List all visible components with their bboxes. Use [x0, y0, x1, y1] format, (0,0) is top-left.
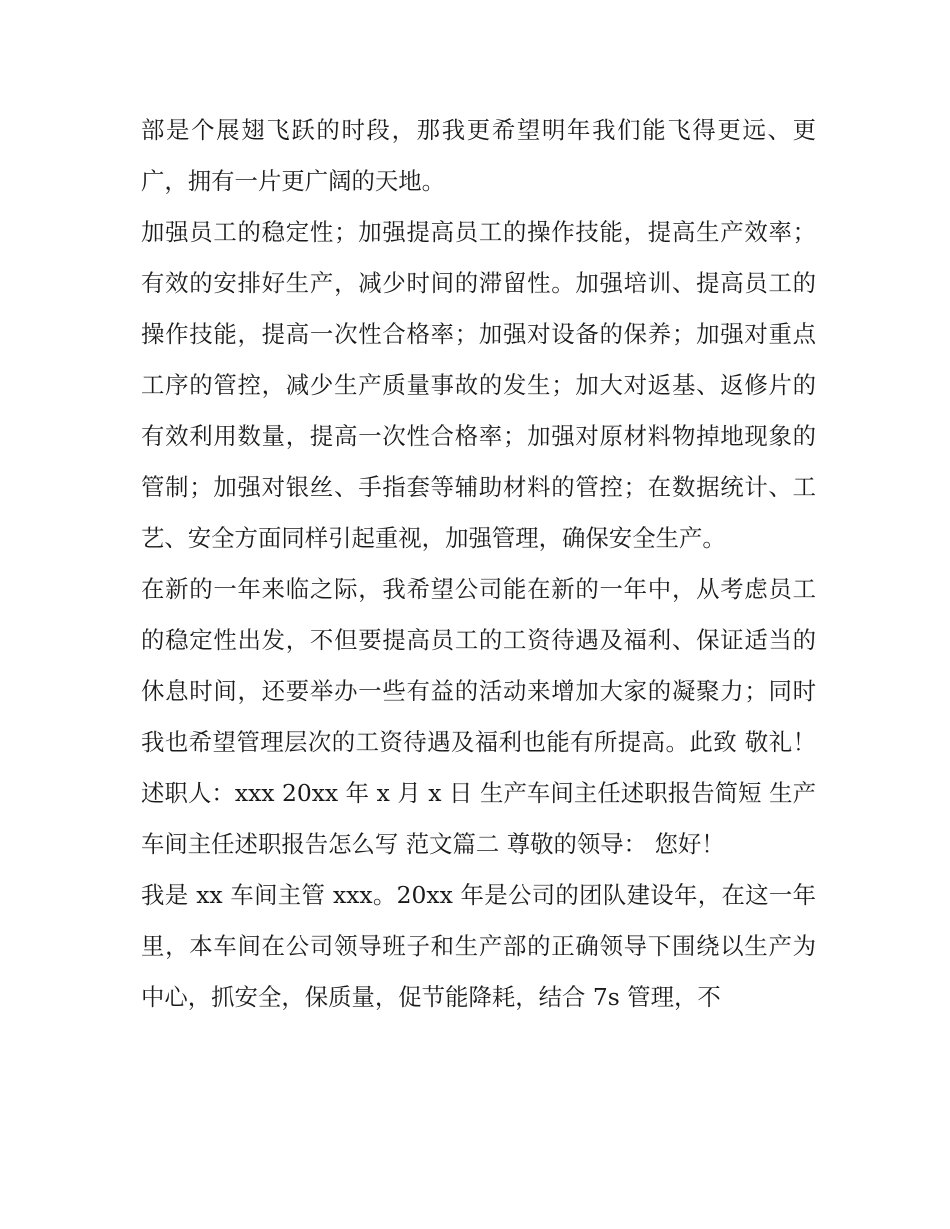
paragraph-1: 部是个展翅飞跃的时段，那我更希望明年我们能飞得更远、更广，拥有一片更广阔的天地。 — [141, 116, 816, 195]
paragraph-4: 我是 xx 车间主管 xxx。20xx 年是公司的团队建设年，在这一年里，本车间在公司领导班子和生产部的正确领导下围绕以生产为中心，抓安全，保质量，促节能降耗，结合 7s 管理，不 — [141, 881, 816, 1011]
paragraph-3: 在新的一年来临之际，我希望公司能在新的一年中，从考虑员工的稳定性出发，不但要提高员工的工资待遇及福利、保证适当的休息时间，还要举办一些有益的活动来增加大家的凝聚力；同时我也希望管理层次的工资待遇及福利也能有所提高。此致 敬礼！ 述职人：xxx 20xx 年 x 月 x 日 生产车间主任述职报告简短 生产车间主任述职报告怎么写 范文篇二 尊敬的领导： 您好！ — [141, 575, 816, 858]
document-body — [141, 105, 816, 1023]
paragraph-2: 加强员工的稳定性；加强提高员工的操作技能，提高生产效率；有效的安排好生产，减少时间的滞留性。加强培训、提高员工的操作技能，提高一次性合格率；加强对设备的保养；加强对重点工序的管控，减少生产质量事故的发生；加大对返基、返修片的有效利用数量，提高一次性合格率；加强对原材料物掉地现象的管制；加强对银丝、手指套等辅助材料的管控；在数据统计、工艺、安全方面同样引起重视，加强管理，确保安全生产。 — [141, 218, 816, 552]
